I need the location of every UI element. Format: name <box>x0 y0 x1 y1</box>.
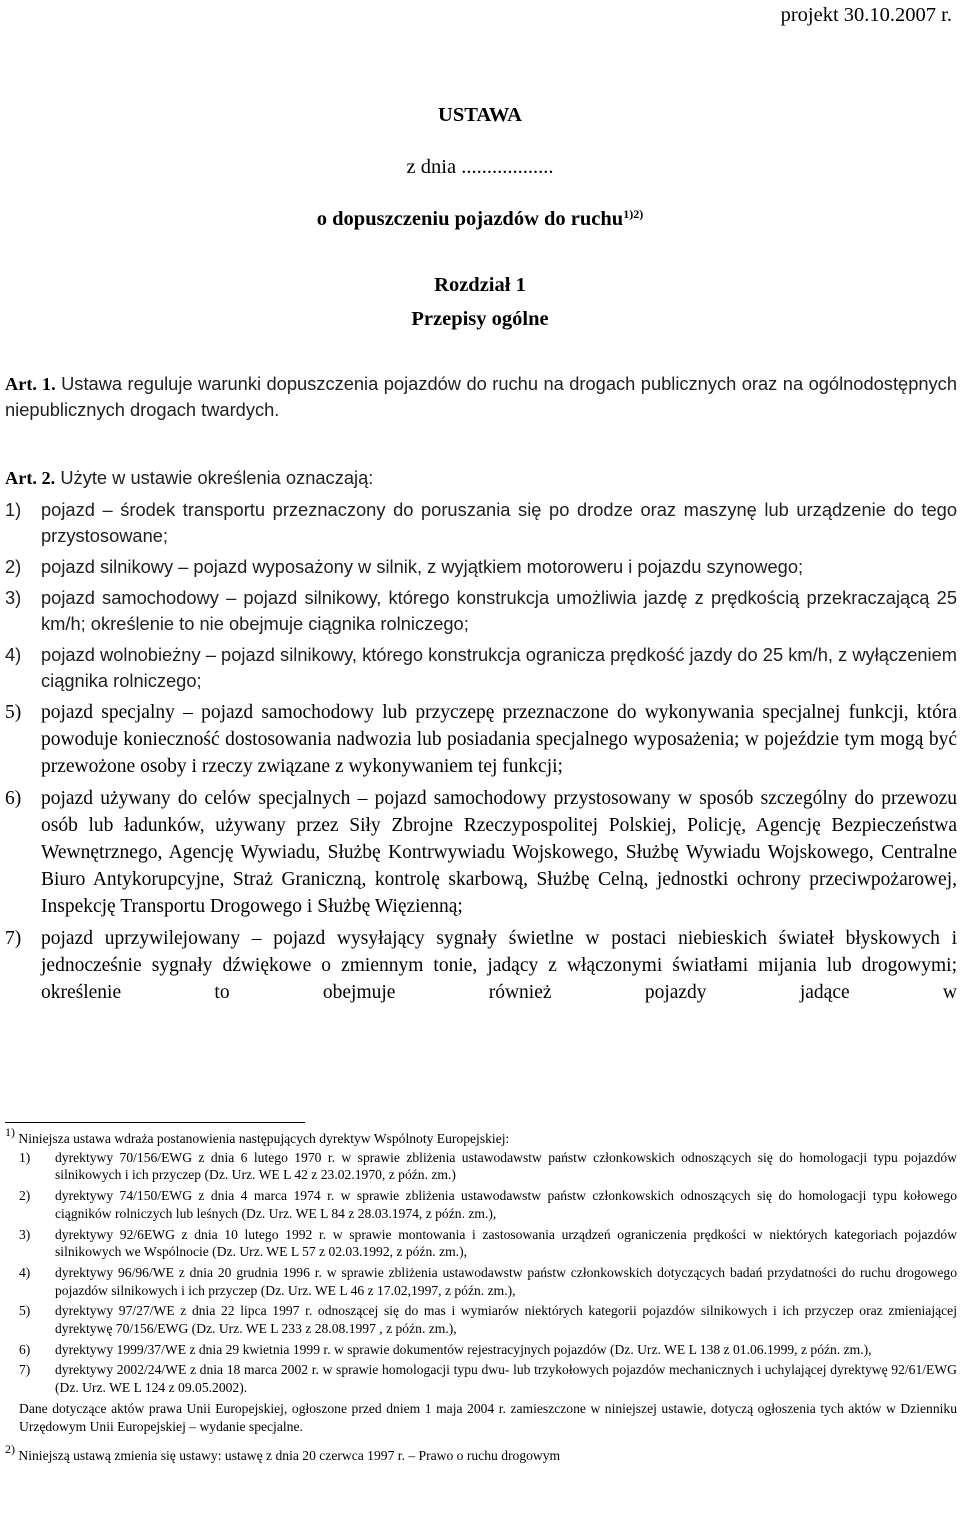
footnote-item-number: 6) <box>19 1341 31 1357</box>
footnote-1-mark: 1) <box>5 1125 15 1139</box>
footnote-item-text: dyrektywy 96/96/WE z dnia 20 grudnia 1996 r. w sprawie zbliżenia ustawodawstw państw członkowskich dotyczących badań przydatności do ruchu drogowego pojazdów silnikowych i ich przyczep (Dz. Urz. WE L 46 z 17.02,1997, z późn. zm.), <box>55 1264 957 1298</box>
footnote-item-number: 4) <box>19 1264 31 1280</box>
definition-item <box>5 699 957 780</box>
footnote-2-mark: 2) <box>5 1442 15 1457</box>
definition-text: pojazd wolnobieżny – pojazd silnikowy, którego konstrukcja ogranicza prędkość jazdy do 25 km/h, z wyłączeniem ciągnika rolniczego; <box>41 644 957 691</box>
definitions-list <box>5 497 957 1011</box>
act-subject-footnote-ref[interactable]: 1)2) <box>623 207 644 221</box>
definition-item <box>5 785 957 920</box>
footnote-item-text: dyrektywy 1999/37/WE z dnia 29 kwietnia 1999 r. w sprawie dokumentów rejestracyjnych pojazdów (Dz. Urz. WE L 138 z 01.06.1999, z późn. zm.), <box>55 1341 872 1357</box>
footnote-item-number: 2) <box>19 1188 31 1204</box>
act-subject <box>0 206 960 232</box>
definition-text: pojazd używany do celów specjalnych – pojazd samochodowy przystosowany w sposób szczególny do przewozu osób lub ładunków, używany przez Siły Zbrojne Rzeczypospolitej Polskiej, Policję, Agencję Bezpieczeństwa Wewnętrznego, Agencję Wywiadu, Służbę Kontrwywiadu Wojskowego, Służbę Wywiadu Wojskowego, Centralne Biuro Antykorupcyjne, Straż Graniczną, kontrolę skarbową, Służbę Celną, jednostki ochrony przeciwpożarowej, Inspekcję Transportu Drogowego i Służbę Więzienną; <box>41 788 957 917</box>
footnote-2-text: Niniejszą ustawą zmienia się ustawy: ustawę z dnia 20 czerwca 1997 r. – Prawo o ruchu drogowym <box>18 1448 561 1464</box>
definition-number: 6) <box>5 788 22 809</box>
footnote-directive-item <box>5 1341 957 1359</box>
article-2-intro <box>5 465 957 491</box>
footnote-2 <box>5 1442 957 1465</box>
footnote-directive-item <box>5 1187 957 1222</box>
definition-number: 1) <box>5 499 22 520</box>
definition-number: 4) <box>5 644 22 665</box>
footnote-1-note: Dane dotyczące aktów prawa Unii Europejskiej, ogłoszone przed dniem 1 maja 2004 r. zamieszczone w niniejszej ustawie, dotyczą ogłoszenia tych aktów w Dzienniku Urzędowym Unii Europejskiej – wydanie specjalne. <box>19 1400 957 1434</box>
definition-item <box>5 554 957 580</box>
footnote-directive-item <box>5 1361 957 1396</box>
chapter-number: Rozdział 1 <box>434 274 526 296</box>
definition-text: pojazd uprzywilejowany – pojazd wysyłający sygnały świetlne w postaci niebieskich świateł błyskowych i jednocześnie sygnały dźwiękowe o zmiennym tonie, jadący z włączonymi światłami mijania lub drogowymi; określenie to obejmuje również pojazdy jadące w <box>41 928 957 1003</box>
definition-text: pojazd samochodowy – pojazd silnikowy, którego konstrukcja umożliwia jazdę z prędkością przekraczającą 25 km/h; określenie to nie obejmuje ciągnika rolniczego; <box>41 587 957 634</box>
article-1-text: Ustawa reguluje warunki dopuszczenia pojazdów do ruchu na drogach publicznych oraz na ogólnodostępnych niepublicznych drogach twardych. <box>5 373 957 420</box>
footnote-item-text: dyrektywy 92/6EWG z dnia 10 lutego 1992 r. w sprawie montowania i zastosowania urządzeń ograniczenia prędkości w niektórych kategoriach pojazdów silnikowych we Wspólnocie (Dz. Urz. WE L 57 z 02.03.1992, z późn. zm.), <box>55 1226 957 1260</box>
footnote-directive-item <box>5 1264 957 1299</box>
definition-number: 5) <box>5 702 22 723</box>
definition-item <box>5 585 957 637</box>
definition-text: pojazd silnikowy – pojazd wyposażony w silnik, z wyjątkiem motoroweru i pojazdu szynowego; <box>41 556 804 577</box>
definition-number: 2) <box>5 556 22 577</box>
definition-item <box>5 497 957 549</box>
chapter-title: Przepisy ogólne <box>411 308 549 330</box>
article-1 <box>5 371 957 423</box>
footnote-item-text: dyrektywy 97/27/WE z dnia 22 lipca 1997 r. odnoszącej się do mas i wymiarów niektórych kategorii pojazdów silnikowych i ich przyczep oraz zmieniającej dyrektywę 70/156/EWG (Dz. Urz. WE L 233 z 28.08.1997 , z późn. zm.), <box>55 1303 957 1337</box>
footnote-item-number: 1) <box>19 1149 31 1165</box>
act-date: z dnia .................. <box>406 156 554 178</box>
footnote-item-number: 5) <box>19 1303 31 1319</box>
definition-item <box>5 925 957 1006</box>
footnotes <box>5 1125 957 1465</box>
footnote-item-text: dyrektywy 2002/24/WE z dnia 18 marca 2002 r. w sprawie homologacji typu dwu- lub trzykołowych pojazdów mechanicznych i uchylającej dyrektywę 92/61/EWG (Dz. Urz. WE L 124 z 09.05.2002). <box>55 1362 957 1396</box>
article-2-intro-text: Użyte w ustawie określenia oznaczają: <box>60 467 374 488</box>
footnote-item-number: 3) <box>19 1226 31 1242</box>
footnote-item-text: dyrektywy 74/150/EWG z dnia 4 marca 1974 r. w sprawie zbliżenia ustawodawstw państw członkowskich odnoszących się do homologacji typu kołowego ciągników rolniczych lub leśnych (Dz. Urz. WE L 84 z 28.03.1974, z późn. zm.), <box>55 1188 957 1221</box>
definition-number: 7) <box>5 928 22 949</box>
act-title: USTAWA <box>438 104 522 126</box>
definition-text: pojazd specjalny – pojazd samochodowy lub przyczepę przeznaczone do wykonywania specjalnej funkcji, która powoduje konieczność dostosowania nadwozia lub posiadania specjalnego wyposażenia; w pojeździe tym mogą być przewożone osoby i rzeczy związane z wykonywaniem tej funkcji; <box>41 702 957 777</box>
footnote-directive-item <box>5 1149 957 1184</box>
footnote-separator <box>5 1122 305 1123</box>
article-1-label: Art. 1. <box>5 374 56 394</box>
draft-date-note: projekt 30.10.2007 r. <box>780 4 952 26</box>
footnote-1-heading <box>5 1125 957 1148</box>
definition-text: pojazd – środek transportu przeznaczony do poruszania się po drodze oraz maszynę lub urządzenie do tego przystosowane; <box>41 499 957 546</box>
footnote-1-heading-text: Niniejsza ustawa wdraża postanowienia następujących dyrektyw Wspólnoty Europejskiej: <box>18 1131 510 1146</box>
definition-number: 3) <box>5 587 22 608</box>
article-2-label: Art. 2. <box>5 468 56 488</box>
footnote-item-number: 7) <box>19 1362 31 1378</box>
footnote-directive-item <box>5 1226 957 1261</box>
footnote-directive-item <box>5 1302 957 1337</box>
act-subject-text: o dopuszczeniu pojazdów do ruchu <box>316 208 624 230</box>
footnote-item-text: dyrektywy 70/156/EWG z dnia 6 lutego 1970 r. w sprawie zbliżenia ustawodawstw państw członkowskich odnoszących się do homologacji typu pojazdów silnikowych i ich przyczep (Dz. Urz. WE L 42 z 23.02.1970, z późn. zm.) <box>55 1149 957 1183</box>
definition-item <box>5 642 957 694</box>
